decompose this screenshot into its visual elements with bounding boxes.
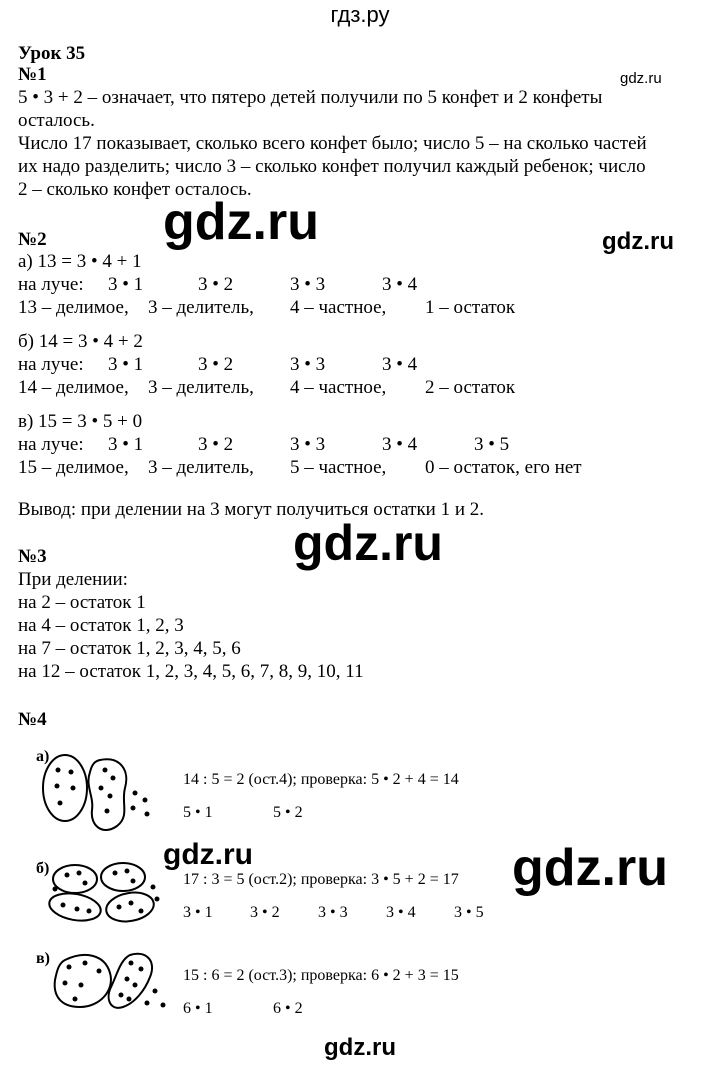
lesson-title: Урок 35 — [18, 43, 86, 64]
task4-b-item: 3 • 4 — [386, 904, 416, 921]
watermark-footer: gdz.ru — [324, 1034, 396, 1061]
task3-line: на 7 – остаток 1, 2, 3, 4, 5, 6 — [18, 638, 241, 659]
task3-line: на 4 – остаток 1, 2, 3 — [18, 615, 184, 636]
task4-b-item: 3 • 5 — [454, 904, 484, 921]
task4-a-item: 5 • 2 — [273, 804, 303, 821]
task4-label: №4 — [18, 709, 47, 730]
task2-b-on-ray: на луче: — [18, 354, 84, 375]
task3-intro: При делении: — [18, 569, 128, 590]
watermark-large: gdz.ru — [293, 515, 443, 571]
task1-line4: их надо разделить; число 3 – сколько конфет получил каждый ребенок; число — [18, 156, 646, 177]
watermark-medium: gdz.ru — [602, 228, 674, 255]
task4-b-dots-picture — [35, 855, 165, 930]
task2-label: №2 — [18, 229, 47, 250]
task2-c-part: 5 – частное, — [290, 457, 387, 478]
task1-line1: 5 • 3 + 2 – означает, что пятеро детей получили по 5 конфет и 2 конфеты — [18, 87, 603, 108]
task2-b-part: 4 – частное, — [290, 377, 387, 398]
task2-b-item: 3 • 1 — [108, 354, 144, 375]
task2-a-item: 3 • 1 — [108, 274, 144, 295]
task4-c-item: 6 • 2 — [273, 1000, 303, 1017]
task2-a-equation: а) 13 = 3 • 4 + 1 — [18, 251, 142, 272]
task2-c-item: 3 • 2 — [198, 434, 234, 455]
task4-c-dots-picture — [35, 945, 185, 1020]
task2-c-item: 3 • 5 — [474, 434, 510, 455]
task2-c-equation: в) 15 = 3 • 5 + 0 — [18, 411, 143, 432]
task1-line3: Число 17 показывает, сколько всего конфет было; число 5 – на сколько частей — [18, 133, 647, 154]
task2-c-part: 0 – остаток, его нет — [425, 457, 582, 478]
task2-c-item: 3 • 3 — [290, 434, 326, 455]
task2-a-on-ray: на луче: — [18, 274, 84, 295]
task2-b-item: 3 • 3 — [290, 354, 326, 375]
task1-line2: осталось. — [18, 110, 95, 131]
watermark-large: gdz.ru — [512, 839, 668, 897]
task4-a-item: 5 • 1 — [183, 804, 213, 821]
task3-line: на 2 – остаток 1 — [18, 592, 146, 613]
task2-b-part: 14 – делимое, — [18, 377, 129, 398]
task4-c-item: 6 • 1 — [183, 1000, 213, 1017]
task2-conclusion: Вывод: при делении на 3 могут получиться остатки 1 и 2. — [18, 499, 485, 520]
task4-a-letter: а) — [36, 748, 50, 765]
task2-a-part: 3 – делитель, — [148, 297, 254, 318]
task4-c-equation: 15 : 6 = 2 (ост.3); проверка: 6 • 2 + 3 = 15 — [183, 967, 459, 984]
task2-b-part: 3 – делитель, — [148, 377, 254, 398]
task3-label: №3 — [18, 546, 47, 567]
task2-b-item: 3 • 4 — [382, 354, 418, 375]
task2-a-item: 3 • 3 — [290, 274, 326, 295]
task2-a-part: 13 – делимое, — [18, 297, 129, 318]
task1-line5: 2 – сколько конфет осталось. — [18, 179, 252, 200]
task4-b-letter: б) — [36, 860, 50, 877]
task2-b-item: 3 • 2 — [198, 354, 234, 375]
task4-a-equation: 14 : 5 = 2 (ост.4); проверка: 5 • 2 + 4 = 14 — [183, 771, 459, 788]
task1-label: №1 — [18, 64, 47, 85]
task2-c-part: 15 – делимое, — [18, 457, 129, 478]
task2-c-item: 3 • 4 — [382, 434, 418, 455]
watermark-medium: gdz.ru — [163, 838, 253, 871]
task4-b-item: 3 • 1 — [183, 904, 213, 921]
task4-b-item: 3 • 2 — [250, 904, 280, 921]
task2-a-part: 1 – остаток — [425, 297, 516, 318]
task2-c-on-ray: на луче: — [18, 434, 84, 455]
task4-b-equation: 17 : 3 = 5 (ост.2); проверка: 3 • 5 + 2 = 17 — [183, 871, 459, 888]
site-header: гдз.ру — [330, 2, 390, 27]
task2-b-part: 2 – остаток — [425, 377, 516, 398]
task4-c-letter: в) — [36, 950, 50, 967]
task2-a-part: 4 – частное, — [290, 297, 387, 318]
watermark-large: gdz.ru — [163, 193, 319, 251]
task4-a-dots-picture — [35, 748, 165, 838]
task2-a-item: 3 • 2 — [198, 274, 234, 295]
task2-c-part: 3 – делитель, — [148, 457, 254, 478]
task2-c-item: 3 • 1 — [108, 434, 144, 455]
task4-b-item: 3 • 3 — [318, 904, 348, 921]
watermark-small: gdz.ru — [620, 70, 662, 87]
task2-a-item: 3 • 4 — [382, 274, 418, 295]
task2-b-equation: б) 14 = 3 • 4 + 2 — [18, 331, 143, 352]
task3-line: на 12 – остаток 1, 2, 3, 4, 5, 6, 7, 8, 9, 10, 11 — [18, 661, 364, 682]
